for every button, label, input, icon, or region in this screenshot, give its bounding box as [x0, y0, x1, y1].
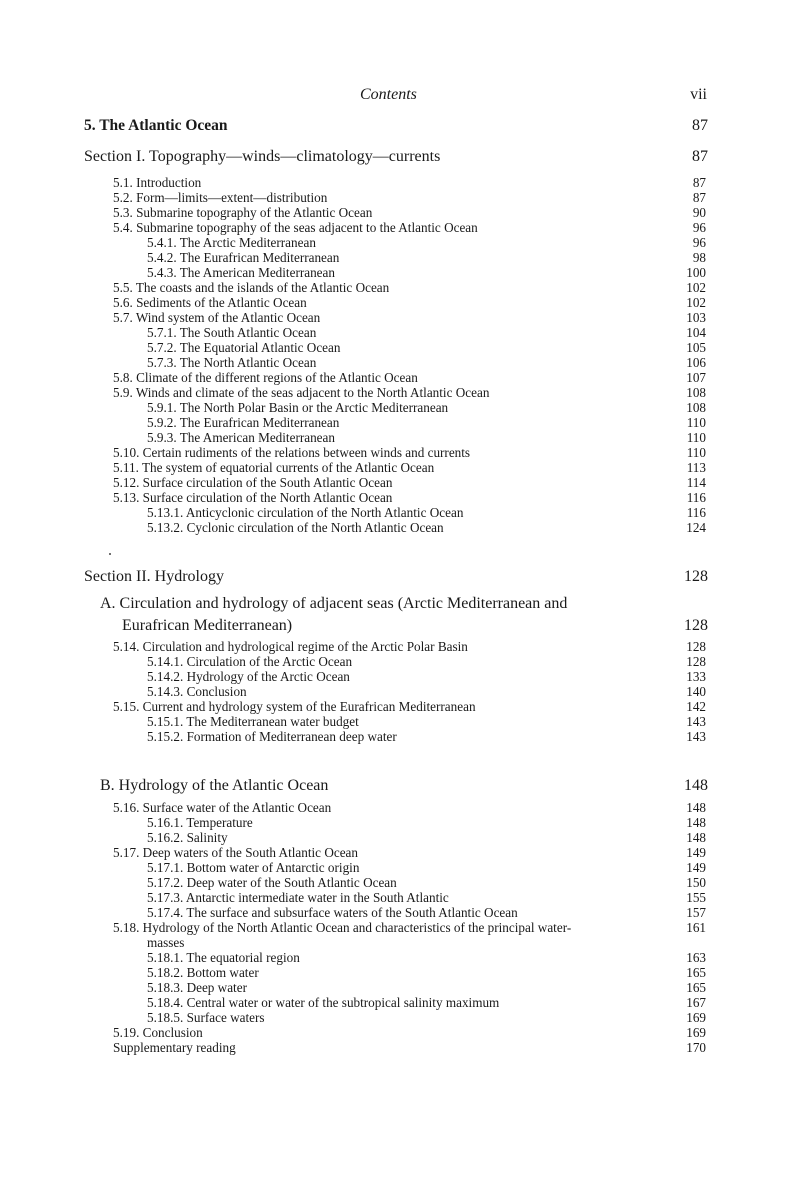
- section-2-page: 128: [684, 568, 708, 585]
- toc-entry: [147, 905, 706, 920]
- toc-entry-title: 5.13.2. Cyclonic circulation of the North Atlantic Ocean: [147, 520, 444, 535]
- toc-entry: [147, 935, 706, 950]
- toc-entry: [147, 815, 706, 830]
- toc-entry-title: 5.16.1. Temperature: [147, 815, 253, 830]
- toc-entry-page: 143: [686, 729, 706, 744]
- running-header-page-number: vii: [690, 86, 707, 103]
- toc-entry-page: 161: [686, 920, 706, 935]
- toc-entry-title: 5.16. Surface water of the Atlantic Ocean: [113, 800, 332, 815]
- toc-entry-page: 148: [686, 830, 706, 845]
- toc-entry-page: 142: [686, 699, 706, 714]
- toc-entry: [113, 845, 706, 860]
- toc-entry-title: 5.7.2. The Equatorial Atlantic Ocean: [147, 340, 341, 355]
- toc-entry: [147, 860, 706, 875]
- toc-entry-page: 107: [686, 370, 706, 385]
- toc-entry: [147, 235, 706, 250]
- toc-entry-page: 108: [686, 400, 706, 415]
- toc-entry-page: 96: [692, 235, 706, 250]
- toc-entry-page: 133: [686, 669, 706, 684]
- toc-entry-page: 102: [686, 280, 706, 295]
- toc-entry-title: 5.4.2. The Eurafrican Mediterranean: [147, 250, 340, 265]
- toc-entry-title: 5.9. Winds and climate of the seas adjacent to the North Atlantic Ocean: [113, 385, 490, 400]
- toc-entry-page: 104: [686, 325, 706, 340]
- toc-entry: [147, 995, 706, 1010]
- toc-entry-title: 5.9.1. The North Polar Basin or the Arctic Mediterranean: [147, 400, 449, 415]
- toc-entry: [113, 295, 706, 310]
- toc-entry-title: 5.10. Certain rudiments of the relations between winds and currents: [113, 445, 471, 460]
- toc-entry-page: 108: [686, 385, 706, 400]
- toc-entry-title: 5.12. Surface circulation of the South Atlantic Ocean: [113, 475, 393, 490]
- subsection-b-title: B. Hydrology of the Atlantic Ocean: [100, 777, 329, 794]
- section-2-heading: [84, 568, 708, 586]
- chapter-title: 5. The Atlantic Ocean: [84, 117, 228, 134]
- toc-entry-page: 157: [686, 905, 706, 920]
- subsection-b-heading: [100, 775, 708, 797]
- toc-entry-title: 5.15.2. Formation of Mediterranean deep water: [147, 729, 397, 744]
- toc-entry: [147, 890, 706, 905]
- toc-entry-page: 150: [686, 875, 706, 890]
- toc-entry: [147, 340, 706, 355]
- toc-entry-page: 124: [686, 520, 706, 535]
- toc-entry: [113, 220, 706, 235]
- subsection-a-title-line2: Eurafrican Mediterranean): [122, 617, 293, 634]
- toc-entry-page: 116: [686, 505, 706, 520]
- toc-entry: [147, 654, 706, 669]
- toc-entry-title: 5.8. Climate of the different regions of the Atlantic Ocean: [113, 370, 418, 385]
- toc-entry: [147, 250, 706, 265]
- section-1-title: Section I. Topography—winds—climatology—currents: [84, 148, 441, 165]
- toc-entry-page: 90: [692, 205, 706, 220]
- toc-entry: [147, 400, 706, 415]
- toc-entry: [113, 920, 706, 935]
- toc-entry: [113, 370, 706, 385]
- toc-entry: [147, 830, 706, 845]
- toc-entry: [147, 684, 706, 699]
- subsection-a-title-line1: A. Circulation and hydrology of adjacent seas (Arctic Mediterranean and: [100, 595, 568, 612]
- toc-entry-title: 5.14.2. Hydrology of the Arctic Ocean: [147, 669, 350, 684]
- toc-entry-page: 128: [686, 654, 706, 669]
- toc-entry-page: 114: [686, 475, 706, 490]
- toc-entry: [147, 355, 706, 370]
- toc-entry: [147, 325, 706, 340]
- toc-entry-page: 163: [686, 950, 706, 965]
- toc-entry-title: 5.15. Current and hydrology system of the Eurafrican Mediterranean: [113, 699, 476, 714]
- toc-entry-title: 5.13.1. Anticyclonic circulation of the North Atlantic Ocean: [147, 505, 464, 520]
- toc-entry: [113, 490, 706, 505]
- toc-entry-page: 110: [686, 430, 706, 445]
- section-2-title: Section II. Hydrology: [84, 568, 224, 585]
- toc-entry: [147, 505, 706, 520]
- toc-entry: [147, 1010, 706, 1025]
- toc-entry-title: 5.7.1. The South Atlantic Ocean: [147, 325, 317, 340]
- toc-entry: [147, 950, 706, 965]
- toc-entry-title: 5.7.3. The North Atlantic Ocean: [147, 355, 317, 370]
- toc-entry: [147, 965, 706, 980]
- toc-entry-page: 100: [686, 265, 706, 280]
- toc-entry-page: 102: [686, 295, 706, 310]
- toc-entry: [147, 980, 706, 995]
- toc-entry-page: 155: [686, 890, 706, 905]
- section-1-heading: [84, 148, 708, 166]
- toc-entry-page: 165: [686, 965, 706, 980]
- toc-entry: [113, 190, 706, 205]
- toc-entry-title: 5.18.2. Bottom water: [147, 965, 259, 980]
- toc-entry: [147, 729, 706, 744]
- toc-entry-title: 5.4.3. The American Mediterranean: [147, 265, 335, 280]
- toc-entry-page: 167: [686, 995, 706, 1010]
- toc-entry-page: 110: [686, 445, 706, 460]
- toc-entry-title: 5.4.1. The Arctic Mediterranean: [147, 235, 316, 250]
- toc-entry-title: 5.17. Deep waters of the South Atlantic Ocean: [113, 845, 358, 860]
- toc-entry-page: 169: [686, 1010, 706, 1025]
- toc-entry-title: 5.15.1. The Mediterranean water budget: [147, 714, 359, 729]
- toc-entry-title: 5.18.4. Central water or water of the subtropical salinity maximum: [147, 995, 500, 1010]
- toc-entry-page: 103: [686, 310, 706, 325]
- toc-entry-title: 5.4. Submarine topography of the seas adjacent to the Atlantic Ocean: [113, 220, 478, 235]
- toc-entry-title: 5.9.3. The American Mediterranean: [147, 430, 335, 445]
- toc-entry-title: 5.18.3. Deep water: [147, 980, 247, 995]
- toc-entry: [113, 205, 706, 220]
- toc-entry-page: 87: [692, 175, 706, 190]
- subsection-a-page: 128: [684, 617, 708, 634]
- toc-entry-title: masses: [147, 935, 185, 950]
- toc-entry-page: 96: [692, 220, 706, 235]
- toc-entry-title: 5.6. Sediments of the Atlantic Ocean: [113, 295, 307, 310]
- toc-entry-page: 140: [686, 684, 706, 699]
- toc-entry: [113, 175, 706, 190]
- toc-entry: [147, 875, 706, 890]
- toc-entry-page: 105: [686, 340, 706, 355]
- toc-entry: [113, 475, 706, 490]
- toc-entry: [113, 639, 706, 654]
- stray-dot: [109, 553, 111, 555]
- toc-entry-page: 165: [686, 980, 706, 995]
- toc-entry-title: 5.13. Surface circulation of the North Atlantic Ocean: [113, 490, 393, 505]
- toc-entry-title: 5.17.1. Bottom water of Antarctic origin: [147, 860, 360, 875]
- toc-entry: [113, 800, 706, 815]
- toc-entry-page: 113: [686, 460, 706, 475]
- toc-entry-title: 5.2. Form—limits—extent—distribution: [113, 190, 328, 205]
- toc-entry: [113, 280, 706, 295]
- toc-entry: [113, 1025, 706, 1040]
- toc-entry-title: 5.19. Conclusion: [113, 1025, 203, 1040]
- subsection-a-heading: [100, 593, 708, 637]
- toc-entry-title: 5.1. Introduction: [113, 175, 202, 190]
- toc-entry: [113, 699, 706, 714]
- toc-entry: [147, 669, 706, 684]
- toc-entry-page: 148: [686, 800, 706, 815]
- toc-entry-title: 5.3. Submarine topography of the Atlantic Ocean: [113, 205, 373, 220]
- toc-entry-page: 110: [686, 415, 706, 430]
- toc-entry-page: 98: [692, 250, 706, 265]
- toc-entry: [113, 445, 706, 460]
- toc-entry-title: 5.5. The coasts and the islands of the Atlantic Ocean: [113, 280, 390, 295]
- toc-entry: [113, 385, 706, 400]
- toc-entry-title: 5.18.5. Surface waters: [147, 1010, 265, 1025]
- toc-entry-page: 143: [686, 714, 706, 729]
- toc-entry-title: 5.17.3. Antarctic intermediate water in the South Atlantic: [147, 890, 449, 905]
- toc-entry-title: 5.14.1. Circulation of the Arctic Ocean: [147, 654, 353, 669]
- subsection-b-page: 148: [684, 777, 708, 794]
- toc-entry: [113, 460, 706, 475]
- toc-entry-title: 5.11. The system of equatorial currents of the Atlantic Ocean: [113, 460, 435, 475]
- toc-entry: [147, 430, 706, 445]
- toc-entry-title: 5.14.3. Conclusion: [147, 684, 247, 699]
- toc-entry-title: 5.7. Wind system of the Atlantic Ocean: [113, 310, 321, 325]
- toc-entry: [113, 1040, 706, 1055]
- toc-entry-page: 170: [686, 1040, 706, 1055]
- toc-entry-title: 5.9.2. The Eurafrican Mediterranean: [147, 415, 340, 430]
- toc-entry-page: 106: [686, 355, 706, 370]
- toc-entry-page: 87: [692, 190, 706, 205]
- toc-entry-title: 5.18.1. The equatorial region: [147, 950, 300, 965]
- toc-entry-page: 116: [686, 490, 706, 505]
- toc-entry-title: 5.18. Hydrology of the North Atlantic Ocean and characteristics of the principal water-: [113, 920, 572, 935]
- toc-entry: [147, 714, 706, 729]
- toc-entry-page: 149: [686, 845, 706, 860]
- toc-entry: [147, 265, 706, 280]
- toc-entry: [147, 520, 706, 535]
- toc-entry-title: 5.17.2. Deep water of the South Atlantic Ocean: [147, 875, 397, 890]
- toc-entry-page: 148: [686, 815, 706, 830]
- toc-entry: [113, 310, 706, 325]
- chapter-heading: [84, 117, 708, 135]
- chapter-page: 87: [692, 117, 708, 134]
- toc-entry-title: 5.16.2. Salinity: [147, 830, 228, 845]
- toc-entry-page: 149: [686, 860, 706, 875]
- toc-entry-page: 128: [686, 639, 706, 654]
- toc-entry-page: 169: [686, 1025, 706, 1040]
- toc-entry-title: 5.14. Circulation and hydrological regime of the Arctic Polar Basin: [113, 639, 468, 654]
- toc-entry-title: 5.17.4. The surface and subsurface waters of the South Atlantic Ocean: [147, 905, 518, 920]
- section-1-page: 87: [692, 148, 708, 165]
- running-header-title: Contents: [360, 86, 417, 103]
- toc-entry-title: Supplementary reading: [113, 1040, 236, 1055]
- toc-entry: [147, 415, 706, 430]
